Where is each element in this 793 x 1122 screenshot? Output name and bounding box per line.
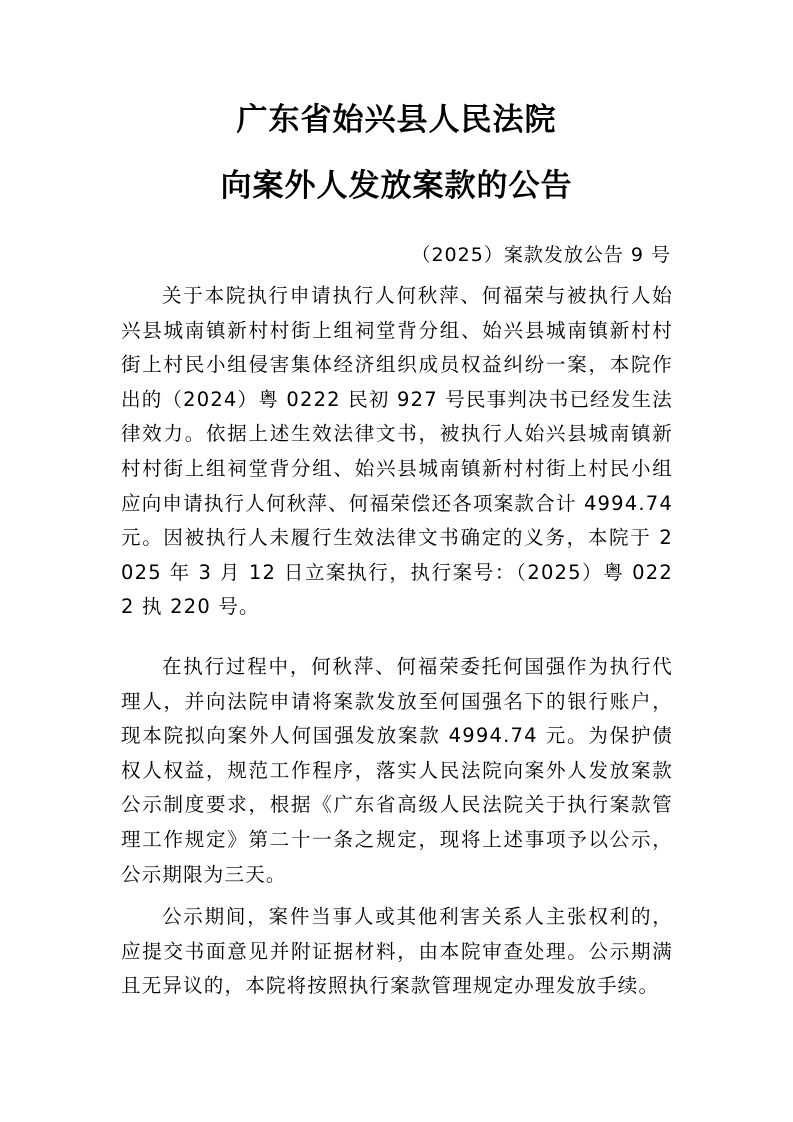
body-paragraph-3: 公示期间，案件当事人或其他利害关系人主张权利的，应提交书面意见并附证据材料，由本院审查处理。公示期满且无异议的，本院将按照执行案款管理规定办理发放手续。 bbox=[121, 905, 673, 998]
document-number: （2025）案款发放公告 9 号 bbox=[411, 244, 671, 266]
document-subtitle: 向案外人发放案款的公告 bbox=[220, 168, 573, 204]
body-paragraph-1: 关于本院执行申请执行人何秋萍、何福荣与被执行人始兴县城南镇新村村街上组祠堂背分组、始兴县城南镇新村村街上村民小组侵害集体经济组织成员权益纠纷一案，本院作出的（2024）粤 0222 民初 927 号民事判决书已经发生法律效力。依据上述生效法律文书，被执行人始兴县城南镇新村村街上组祠堂背分组、始兴县城南镇新村村街上村民小组应向申请执行人何秋萍、何福荣偿还各项案款合计 4994.74 元。因被执行人未履行生效法律文书确定的义务，本院于 2025 年 3 月 12 日立案执行，执行案号：（2025）粤 0222 执 220 号。 bbox=[121, 284, 673, 619]
body-paragraph-2: 在执行过程中，何秋萍、何福荣委托何国强作为执行代理人，并向法院申请将案款发放至何国强名下的银行账户，现本院拟向案外人何国强发放案款 4994.74 元。为保护债权人权益，规范工作程序，落实人民法院向案外人发放案款公示制度要求，根据《广东省高级人民法院关于执行案款管理工作规定》第二十一条之规定，现将上述事项予以公示，公示期限为三天。 bbox=[121, 655, 673, 886]
body-paragraph-2-block bbox=[121, 650, 673, 892]
document-title: 广东省始兴县人民法院 bbox=[236, 102, 557, 138]
body-paragraph-3-block bbox=[121, 900, 673, 1004]
body-paragraph-1-block bbox=[121, 279, 673, 625]
